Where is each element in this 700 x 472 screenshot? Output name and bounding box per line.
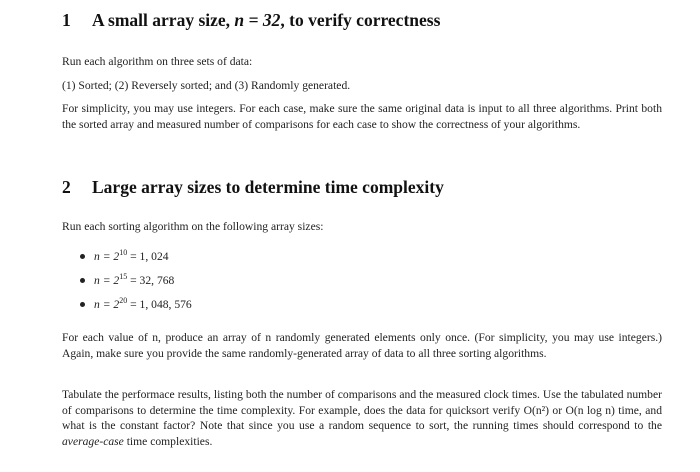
section-2-heading — [62, 177, 444, 198]
tabulate-text-part-1: Tabulate the performace results, listing both the number of comparisons and the measured clock times. Use the tabulated number of comparisons to determine the time complexity. For example, does the data for quicksort verify O(n²) or O(n log n) time, and what is the constant factor? Note that since you use a random sequence to sort, the running times should correspond to the — [62, 388, 662, 433]
section-1-title-math: n = 32 — [234, 10, 281, 30]
section-1-title-prefix: A small array size, — [92, 10, 235, 30]
section-1-paragraph-1: Run each algorithm on three sets of data: — [62, 55, 253, 68]
bullet-icon — [80, 254, 85, 259]
list-item — [80, 272, 192, 296]
bullet-exponent: 10 — [119, 248, 128, 257]
section-1-heading — [62, 10, 440, 31]
bullet-icon — [80, 278, 85, 283]
section-2-paragraph-values: For each value of n, produce an array of n randomly generated elements only once. (For simplicity, you may use integers.) Again, make sure you provide the same randomly-generated array of data to all three sorting algorithms. — [62, 331, 662, 360]
array-size-list — [80, 248, 192, 320]
bullet-lhs: n = 2 — [94, 297, 120, 311]
section-2-paragraph-tabulate — [62, 387, 662, 449]
section-2-intro: Run each sorting algorithm on the following array sizes: — [62, 220, 324, 233]
average-case-emphasis: average-case — [62, 434, 124, 448]
section-1-paragraph-3: For simplicity, you may use integers. For each case, make sure the same original data is input to all three algorithms. Print both the sorted array and measured number of comparisons for each case to show the correctness of your algorithms. — [62, 102, 662, 131]
bullet-rhs: = 32, 768 — [127, 273, 175, 287]
bullet-exponent: 15 — [119, 272, 128, 281]
bullet-icon — [80, 302, 85, 307]
bullet-exponent: 20 — [119, 296, 128, 305]
bullet-lhs: n = 2 — [94, 273, 120, 287]
bullet-lhs: n = 2 — [94, 249, 120, 263]
section-2-title: Large array sizes to determine time complexity — [92, 177, 444, 197]
section-1-title-suffix: , to verify correctness — [280, 10, 441, 30]
bullet-rhs: = 1, 048, 576 — [127, 297, 192, 311]
list-item — [80, 248, 192, 272]
section-2-number: 2 — [62, 177, 71, 197]
section-1-paragraph-2: (1) Sorted; (2) Reversely sorted; and (3) Randomly generated. — [62, 79, 351, 92]
bullet-rhs: = 1, 024 — [127, 249, 169, 263]
section-1-number: 1 — [62, 10, 71, 30]
tabulate-text-part-2: time complexities. — [123, 434, 213, 448]
list-item — [80, 296, 192, 320]
